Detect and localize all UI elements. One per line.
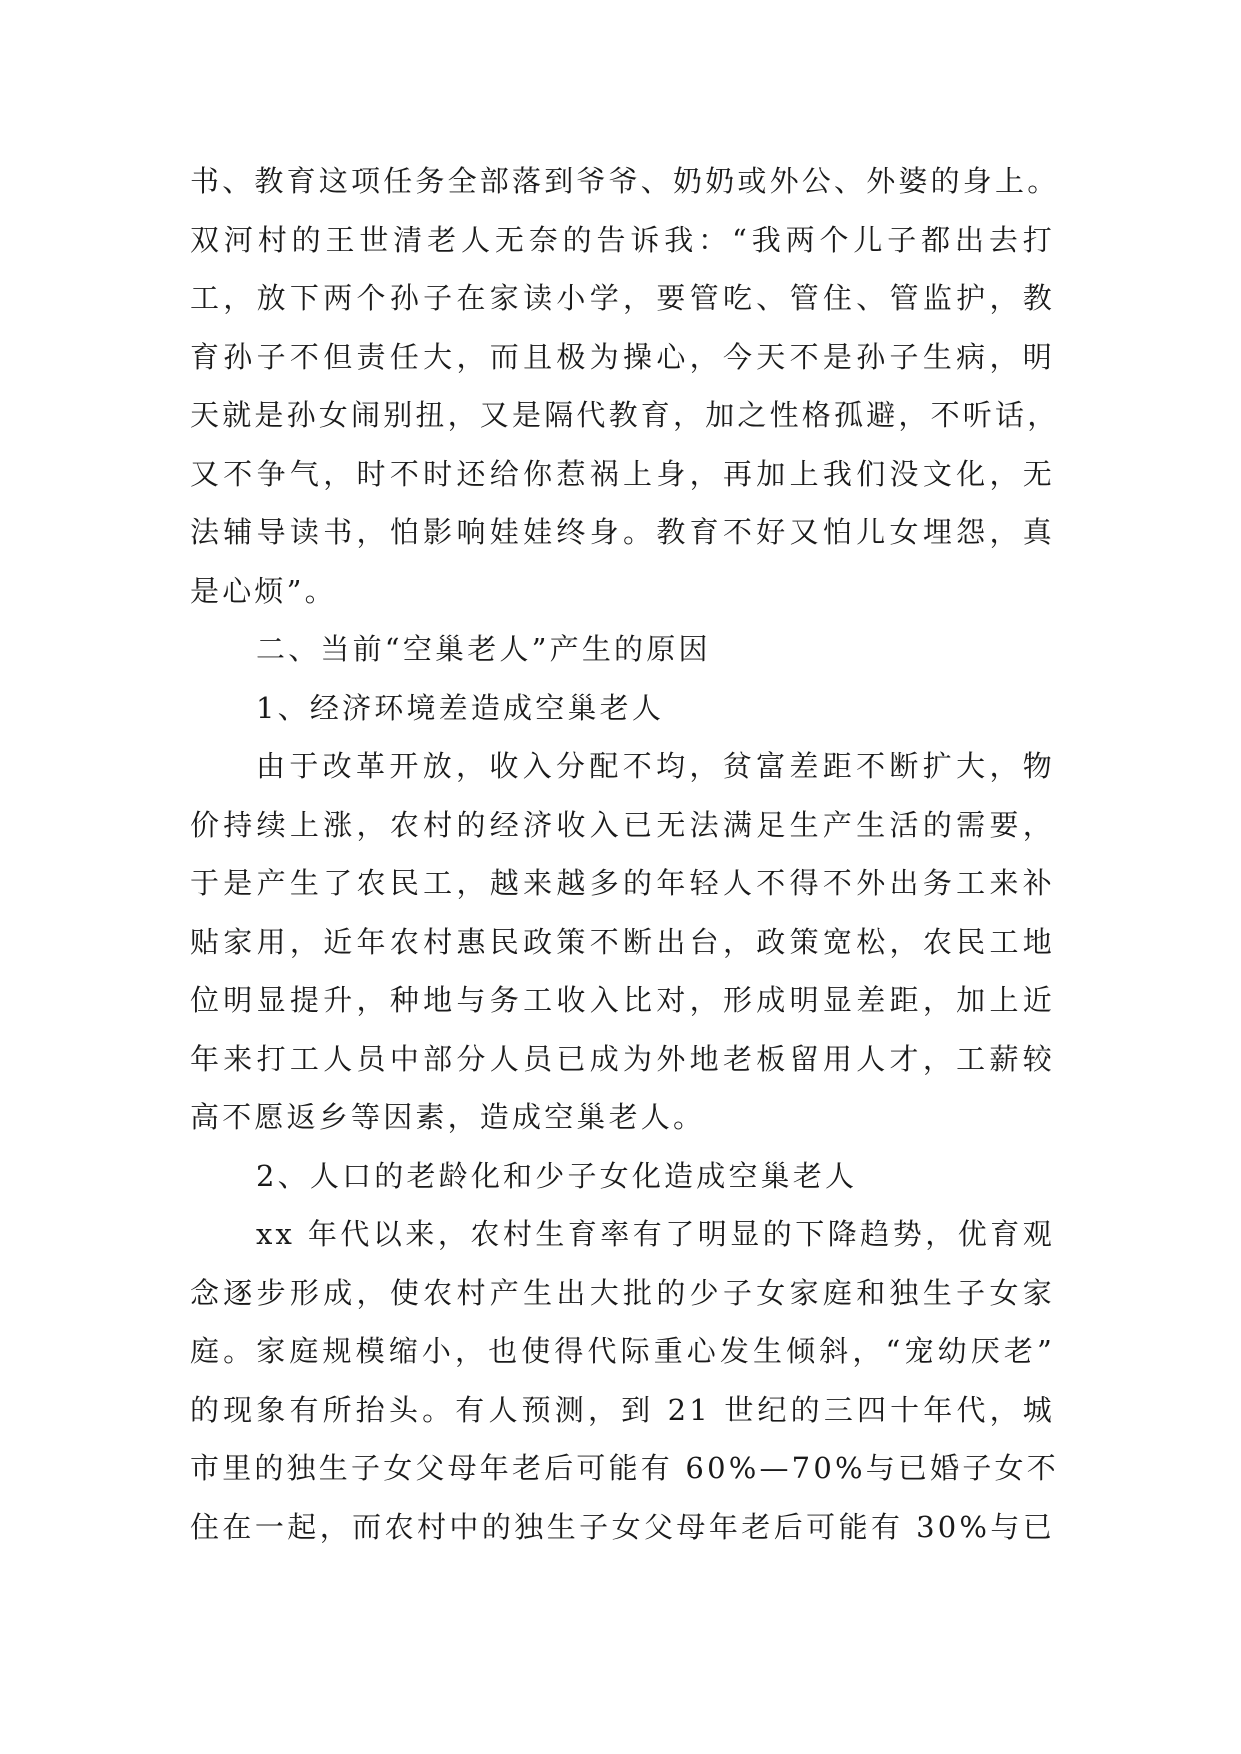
subsection-heading: 2、人口的老龄化和少子女化造成空巢老人 <box>256 1158 858 1193</box>
text-line: 价持续上涨，农村的经济收入已无法满足生产生活的需要， <box>190 807 1055 842</box>
text-line: 住在一起，而农村中的独生子女父母年老后可能有 30%与已 <box>190 1509 1055 1544</box>
text-line: 法辅导读书，怕影响娃娃终身。教育不好又怕儿女埋怨，真 <box>190 515 1055 549</box>
text-line: 工，放下两个孙子在家读小学，要管吃、管住、管监护，教 <box>190 281 1055 315</box>
text-line: 年来打工人员中部分人员已成为外地老板留用人才，工薪较 <box>190 1041 1055 1076</box>
text-line: 由于改革开放，收入分配不均，贫富差距不断扩大，物 <box>256 749 1055 783</box>
text-line: 市里的独生子女父母年老后可能有 60%—70%与已婚子女不 <box>190 1451 1059 1485</box>
text-line: 高不愿返乡等因素，造成空巢老人。 <box>190 1100 706 1134</box>
text-line: 位明显提升，种地与务工收入比对，形成明显差距，加上近 <box>190 983 1055 1017</box>
text-line: 于是产生了农民工，越来越多的年轻人不得不外出务工来补 <box>190 866 1055 900</box>
text-line: 念逐步形成，使农村产生出大批的少子女家庭和独生子女家 <box>190 1275 1055 1310</box>
text-line: 是心烦”。 <box>190 573 337 608</box>
text-line: 庭。家庭规模缩小，也使得代际重心发生倾斜，“宠幼厌老” <box>190 1334 1055 1368</box>
text-line: 的现象有所抬头。有人预测，到 21 世纪的三四十年代，城 <box>190 1392 1055 1427</box>
document-body <box>190 152 1060 1556</box>
text-line: 书、教育这项任务全部落到爷爷、奶奶或外公、外婆的身上。 <box>190 164 1060 198</box>
text-line: 天就是孙女闹别扭，又是隔代教育，加之性格孤避，不听话， <box>190 398 1060 432</box>
text-line: 双河村的王世清老人无奈的告诉我：“我两个儿子都出去打 <box>190 222 1055 257</box>
text-line: xx 年代以来，农村生育率有了明显的下降趋势，优育观 <box>256 1217 1055 1251</box>
subsection-heading: 1、经济环境差造成空巢老人 <box>256 690 665 725</box>
section-heading: 二、当前“空巢老人”产生的原因 <box>256 632 711 666</box>
text-line: 又不争气，时不时还给你惹祸上身，再加上我们没文化，无 <box>190 456 1055 491</box>
text-line: 贴家用，近年农村惠民政策不断出台，政策宽松，农民工地 <box>190 924 1055 959</box>
text-line: 育孙子不但责任大，而且极为操心，今天不是孙子生病，明 <box>190 339 1055 374</box>
